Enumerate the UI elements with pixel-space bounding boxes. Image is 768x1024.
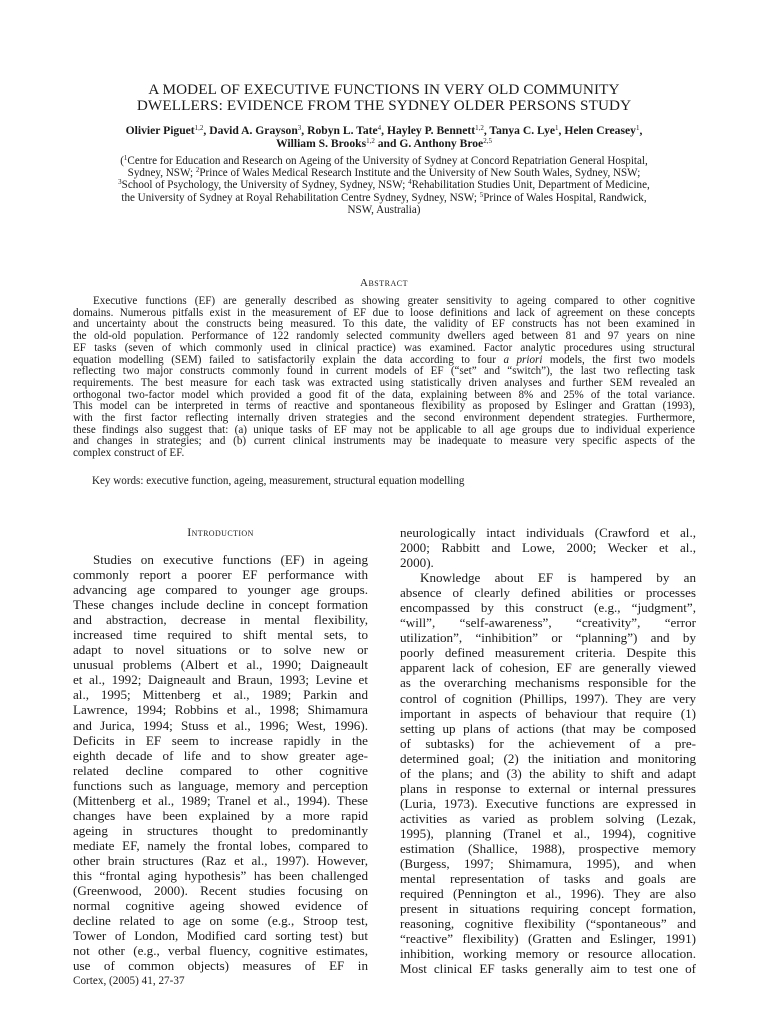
title-line: A MODEL OF EXECUTIVE FUNCTIONS IN VERY OLD COMMUNITY — [148, 81, 620, 98]
abstract-body — [73, 296, 695, 460]
affiliations — [60, 155, 708, 216]
text-line: related decline compared to other cognitive — [73, 762, 368, 778]
text-line: domains. Numerous pitfalls exist in the measurement of EF due to loose definitions and lack of agreement on these concepts — [73, 306, 695, 319]
text-line: advancing age compared to younger age groups. — [73, 582, 368, 598]
text-line: of the plans; and (3) the ability to shift and adapt — [400, 765, 696, 781]
text-line: changes have been explained by a more rapid — [73, 807, 368, 823]
right-column — [400, 525, 696, 976]
text-line: eighth decade of life and to show greater age- — [73, 747, 368, 763]
text-line: These changes include decline in concept formation — [73, 597, 368, 613]
text-line: other brain structures (Raz et al., 1997). However, — [73, 852, 368, 868]
text-line: absence of clearly defined abilities or processes — [400, 585, 696, 601]
text-line: “will”, “self-awareness”, “creativity”, “error — [400, 615, 696, 631]
text-line: encompassed by this construct (e.g., “judgment”, — [400, 600, 696, 616]
article-title — [60, 82, 708, 114]
text-line: (Greenwood, 2000). Recent studies focusing on — [73, 883, 368, 899]
text-line: equation modelling (SEM) failed to satisfactorily explain the data according to four a priori models, the first two models — [73, 353, 695, 366]
text-line: functions such as language, memory and perception — [73, 777, 368, 793]
affiliation-line: $^3$School of Psychology, the University of Sydney, Sydney, NSW; $^4$Rehabilitation Studies Unit, Department of Medicine, — [118, 178, 650, 192]
text-line: EF tasks (seven of which commonly used in clinical practice) was examined. Factor analytic procedures using structural — [73, 341, 695, 354]
abstract-heading: Abstract — [360, 277, 408, 289]
text-line: unusual problems (Albert et al., 1990; Daigneault — [73, 657, 368, 673]
text-line: present in situations requiring concept formation, — [400, 901, 696, 917]
text-line: normal cognitive ageing showed evidence of — [73, 898, 368, 914]
author-line: Olivier Piguet$^{1,2}$, David A. Grayson$^3$, Robyn L. Tate$^4$, Hayley P. Bennett$^{1,2}$, Tanya C. Lye$^1$, Helen Creasey$^1$, — [125, 124, 643, 137]
introduction-heading: Introduction — [187, 525, 254, 539]
text-line: not other (e.g., verbal fluency, cognitive estimates, — [73, 943, 368, 959]
left-column-text — [73, 552, 368, 973]
text-line: This model can be interpreted in terms of reactive and spontaneous flexibility as proposed by Eslinger and Grattan (1993), — [73, 400, 695, 413]
text-line: inhibition, working memory or resource allocation. — [400, 946, 696, 962]
text-line: complex construct of EF. — [73, 447, 185, 460]
affiliation-line: the University of Sydney at Royal Rehabilitation Centre Sydney, Sydney, NSW; $^5$Prince of Wales Hospital, Randwick, — [121, 190, 647, 204]
text-line: setting up plans of actions (that may be composed — [400, 720, 696, 736]
affiliation-line: ($^1$Centre for Education and Research on Ageing of the University of Sydney at Concord Repatriation General Hospital, — [120, 154, 648, 167]
text-line: mental representation of tasks and goals are — [400, 871, 696, 887]
text-line: poorly defined measurement criteria. Despite this — [400, 645, 696, 661]
text-line: utilization”, “inhibition” or “planning”) and by — [400, 630, 696, 646]
text-line: control of cognition (Phillips, 1997). They are very — [400, 690, 696, 706]
text-line: commonly report a poorer EF performance with — [73, 567, 368, 583]
text-line: reflecting two major constructs commonly found in current models of EF (“set” and “switch”), the last two reflecting task — [73, 365, 695, 378]
text-line: (Mittenberg et al., 1989; Tranel et al., 1994). These — [73, 792, 368, 808]
author-list — [60, 124, 708, 150]
title-line: DWELLERS: EVIDENCE FROM THE SYDNEY OLDER PERSONS STUDY — [136, 97, 632, 114]
text-line: and Jurica, 1994; Stuss et al., 1996; West, 1996). — [73, 717, 368, 733]
text-line: this “frontal aging hypothesis” has been challenged — [73, 867, 368, 883]
text-line: adapt to novel situations or to solve new or — [73, 642, 368, 658]
text-line: required (Pennington et al., 1996). They are also — [400, 886, 696, 902]
text-line: the old-old population. Performance of 122 randomly selected community dwellers aged between 81 and 97 years on nine — [73, 330, 695, 343]
text-line: use of common objects) measures of EF in — [73, 958, 368, 974]
text-line: Executive functions (EF) are generally described as showing greater sensitivity to ageing compared to other cognitive — [93, 295, 695, 307]
journal-citation: Cortex, (2005) 41, 27-37 — [73, 975, 185, 987]
text-line: and changes in strategies; and (b) current clinical instruments may be inadequate to measure very specific aspects of the — [73, 435, 695, 448]
author-line: William S. Brooks$^{1,2}$ and G. Anthony Broe$^{2,5}$ — [276, 137, 492, 150]
text-line: ageing in structures thought to predominantly — [73, 822, 368, 838]
text-line: plans in response to external or internal pressures — [400, 780, 696, 796]
text-line: important in aspects of behaviour that require (1) — [400, 705, 696, 721]
affiliation-line: Sydney, NSW; $^2$Prince of Wales Medical Research Institute and the University of New South Wales, Sydney, NSW; — [127, 166, 641, 180]
text-line: of subtasks) for the achievement of a pre- — [400, 735, 696, 751]
text-line: increased time required to shift mental sets, to — [73, 627, 368, 643]
text-line: determined goal; (2) the initiation and monitoring — [400, 750, 696, 766]
text-line: orthogonal two-factor model which provided a good fit of the data, explaining between 8% and 25% of the total variance. — [73, 388, 695, 401]
text-line: “reactive” flexibility) (Gratten and Eslinger, 1991) — [400, 931, 696, 947]
text-line: Most clinical EF tasks generally aim to test one of — [400, 961, 696, 977]
affiliation-line: NSW, Australia) — [347, 203, 421, 216]
text-line: with the first factor reflecting internally driven strategies and the second environment dependent strategies. Furthermore, — [73, 412, 695, 425]
text-line: and uncertainty about the constructs being measured. To this date, the validity of EF constructs has not been examined in — [73, 318, 695, 331]
text-line: 2000). — [400, 555, 434, 571]
text-line: Deficits in EF seem to increase rapidly in the — [73, 732, 368, 748]
text-line: et al., 1992; Daigneault and Braun, 1993; Levine et — [73, 672, 368, 688]
keywords: Key words: executive function, ageing, measurement, structural equation modelling — [92, 475, 465, 487]
text-line: requirements. The best measure for each task was extracted using statistically driven analyses and further SEM revealed an — [73, 376, 695, 389]
text-line: activities as varied as problem solving (Lezak, — [400, 810, 696, 826]
text-line: (Burgess, 1997; Shimamura, 1995), and when — [400, 856, 696, 872]
left-column — [73, 525, 368, 973]
text-line: Lawrence, 1994; Robbins et al., 1998; Shimamura — [73, 702, 368, 718]
text-line: Tower of London, Modified card sorting test) but — [73, 928, 368, 944]
text-line: neurologically intact individuals (Crawford et al., — [400, 525, 696, 540]
text-line: mediate EF, namely the frontal lobes, compared to — [73, 837, 368, 853]
text-line: al., 1995; Mittenberg et al., 1989; Parkin and — [73, 687, 368, 703]
text-line: 2000; Rabbitt and Lowe, 2000; Wecker et al., — [400, 540, 696, 556]
text-line: apparent lack of cohesion, EF are generally viewed — [400, 660, 696, 676]
text-line: Knowledge about EF is hampered by an — [420, 570, 696, 586]
text-line: estimation (Shallice, 1988), prospective memory — [400, 840, 696, 856]
text-line: as the overarching mechanisms responsible for the — [400, 675, 696, 691]
text-line: decline related to age on some (e.g., Stroop test, — [73, 913, 368, 929]
text-line: these findings also suggest that: (a) unique tasks of EF may not be applicable to all age groups due to individual experience — [73, 423, 695, 436]
text-line: and abstraction, decrease in mental flexibility, — [73, 612, 368, 628]
text-line: (Luria, 1973). Executive functions are expressed in — [400, 795, 696, 811]
text-line: 1995), planning (Tranel et al., 1994), cognitive — [400, 825, 696, 841]
text-line: reasoning, cognitive flexibility (“spontaneous” and — [400, 916, 696, 932]
text-line: Studies on executive functions (EF) in ageing — [93, 552, 368, 567]
